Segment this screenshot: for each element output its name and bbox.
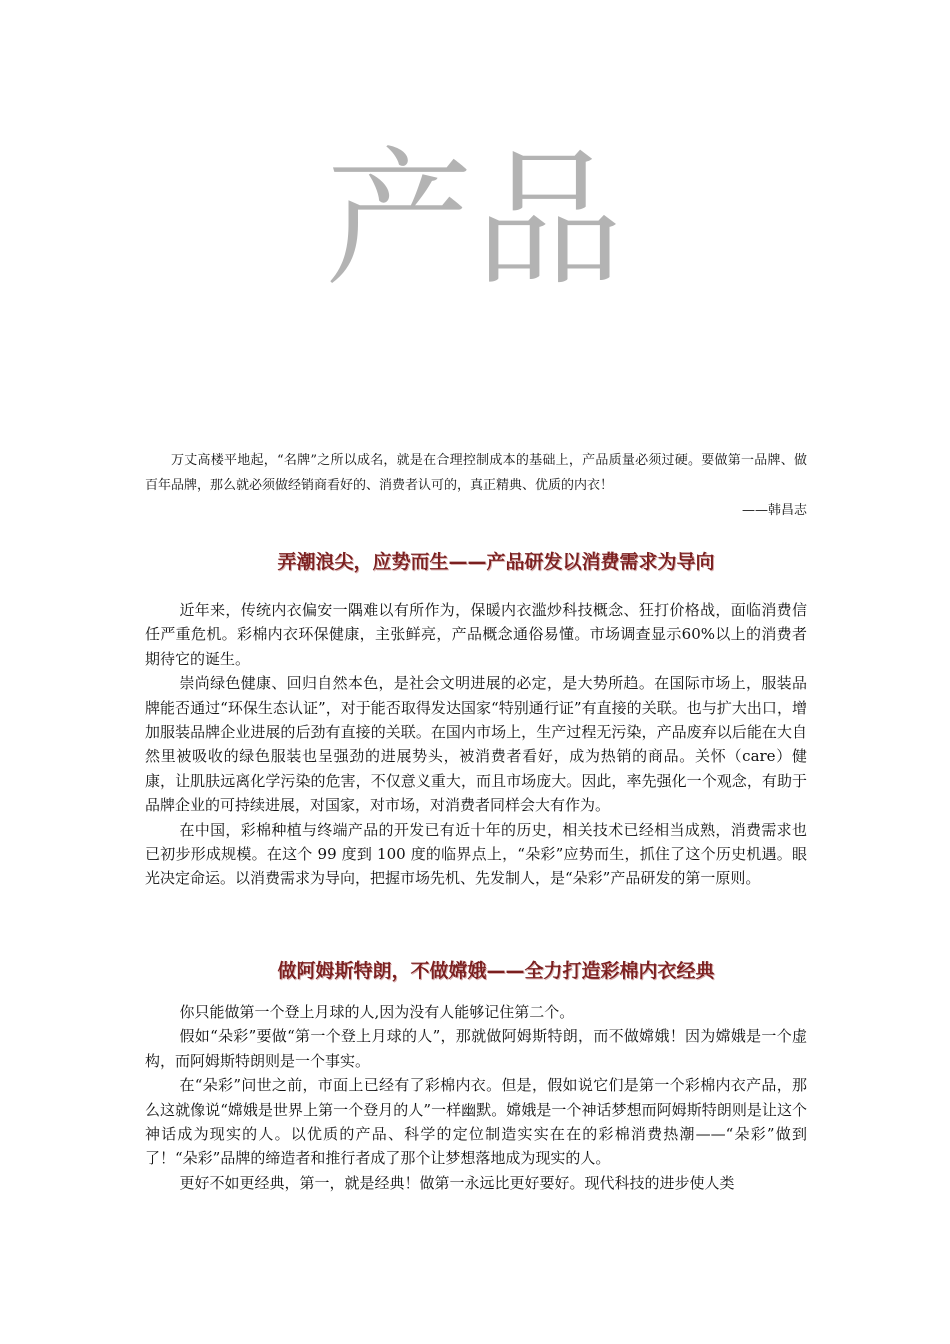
quote-author: ——韩昌志 — [741, 503, 807, 518]
section-body-1 — [145, 598, 807, 891]
section-body-2 — [145, 1000, 807, 1195]
paragraph: 崇尚绿色健康、回归自然本色，是社会文明进展的必定，是大势所趋。在国际市场上，服装品牌能否通过“环保生态认证”，对于能否取得发达国家“特别通行证”有直接的关联。也与扩大出口，增加服装品牌企业进展的后劲有直接的关联。在国内市场上，生产过程无污染，产品废弃以后能在大自然里被吸收的绿色服装也呈强劲的进展势头，被消费者看好，成为热销的商品。关怀（care）健康，让肌肤远离化学污染的危害，不仅意义重大，而且市场庞大。因此，率先强化一个观念，有助于品牌企业的可持续进展，对国家，对市场，对消费者同样会大有作为。 — [145, 674, 807, 815]
section-heading-2: 做阿姆斯特朗，不做嫦娥——全力打造彩棉内衣经典 — [277, 960, 715, 982]
section-heading-1: 弄潮浪尖，应势而生——产品研发以消费需求为导向 — [277, 551, 715, 573]
epigraph-quote — [145, 448, 807, 523]
paragraph: 近年来，传统内衣偏安一隅难以有所作为，保暖内衣滥炒科技概念、狂打价格战，面临消费信任严重危机。彩棉内衣环保健康，主张鲜亮，产品概念通俗易懂。市场调查显示60%以上的消费者期待它的诞生。 — [145, 601, 807, 668]
page-title: 产品 — [325, 134, 625, 306]
quote-text: 万丈高楼平地起，“名牌”之所以成名，就是在合理控制成本的基础上，产品质量必须过硬。要做第一品牌、做百年品牌，那么就必须做经销商看好的、消费者认可的，真正精典、优质的内衣！ — [145, 453, 807, 493]
paragraph: 在“朵彩”问世之前，市面上已经有了彩棉内衣。但是，假如说它们是第一个彩棉内衣产品，那么这就像说“嫦娥是世界上第一个登月的人”一样幽默。嫦娥是一个神话梦想而阿姆斯特朗则是让这个神话成为现实的人。以优质的产品、科学的定位制造实实在在的彩棉消费热潮——“朵彩”做到了！“朵彩”品牌的缔造者和推行者成了那个让梦想落地成为现实的人。 — [145, 1076, 807, 1168]
paragraph: 在中国，彩棉种植与终端产品的开发已有近十年的历史，相关技术已经相当成熟，消费需求也已初步形成规模。在这个 99 度到 100 度的临界点上，“朵彩”应势而生，抓住了这个历史机遇。眼光决定命运。以消费需求为导向，把握市场先机、先发制人，是“朵彩”产品研发的第一原则。 — [145, 820, 807, 888]
paragraph: 你只能做第一个登上月球的人,因为没有人能够记住第二个。 — [179, 1003, 575, 1021]
paragraph: 更好不如更经典，第一，就是经典！做第一永远比更好要好。现代科技的进步使人类 — [179, 1173, 735, 1192]
paragraph: 假如“朵彩”要做“第一个登上月球的人”，那就做阿姆斯特朗，而不做嫦娥！因为嫦娥是一个虚构，而阿姆斯特朗则是一个事实。 — [145, 1027, 807, 1070]
